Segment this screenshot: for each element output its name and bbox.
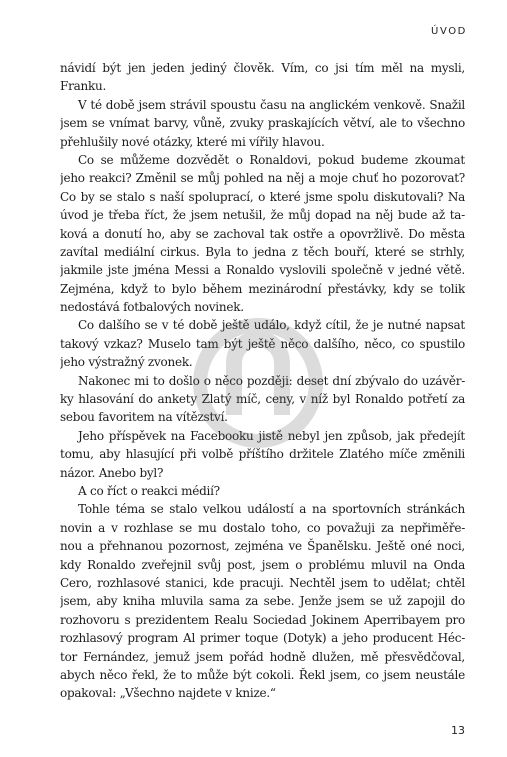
text-line: takový vzkaz? Muselo tam být ještě něco dalšího, něco, co spustilo — [60, 336, 465, 351]
text-line: názor. Anebo byl? — [60, 465, 164, 480]
text-line: opakoval: „Všechno najdete v knize.“ — [60, 686, 276, 701]
body-text — [60, 59, 465, 703]
text-line: Jeho příspěvek na Facebooku jistě nebyl jen způsob, jak předejít — [78, 428, 465, 443]
text-line: A co říct o reakci médií? — [78, 483, 220, 498]
running-head: ÚVOD — [431, 26, 467, 37]
text-line: Co by se stalo s naší spoluprací, o které jsme spolu diskutovali? Na — [60, 189, 465, 204]
text-line: Zejména, když to bylo během mezinárodní přestávky, kdy se tolik — [60, 281, 465, 296]
text-line: abych něco řekl, že to může být cokoli. Řekl jsem, co jsem neustále — [60, 667, 465, 682]
text-line: Co dalšího se v té době ještě událo, když cítil, že je nutné napsat — [78, 318, 465, 333]
text-line: ky hlasování do ankety Zlatý míč, ceny, v níž byl Ronaldo potřetí za — [60, 392, 465, 407]
text-line: jsem, aby kniha mluvila sama za sebe. Jenže jsem se už zapojil do — [60, 594, 465, 609]
page-number: 13 — [451, 724, 465, 737]
text-line: sebou favoritem na vítězství. — [60, 410, 228, 425]
text-line: jeho reakci? Změnil se můj pohled na něj a moje chuť ho pozorovat? — [60, 171, 465, 186]
text-line: Cero, rozhlasové stanici, kde pracuji. Nechtěl jsem to udělat; chtěl — [60, 575, 465, 590]
text-line: jsem se vnímat barvy, vůně, zvuky praskajících větví, ale to všechno — [60, 116, 465, 131]
text-line: rozhovoru s prezidentem Realu Sociedad Jokinem Aperribayem pro — [60, 612, 465, 627]
text-line: zavítal mediální cirkus. Byla to jedna z těch bouří, které se strhly, — [60, 244, 465, 259]
text-line: Co se můžeme dozvědět o Ronaldovi, pokud budeme zkoumat — [78, 152, 465, 167]
text-line: ková a donutí ho, aby se zachoval tak ostře a opovržlivě. Do města — [60, 226, 465, 241]
text-line: návidí být jen jeden jediný člověk. Vím, co jsi tím měl na mysli, — [60, 61, 465, 75]
text-line: novin a v rozhlase se mu dostalo toho, co považuji za nepřiměře- — [60, 520, 465, 535]
text-line: nedostává fotbalových novinek. — [60, 300, 244, 315]
text-line: V té době jsem strávil spoustu času na anglickém venkově. Snažil — [78, 97, 465, 112]
text-line: Franku. — [60, 79, 107, 94]
text-line: Nakonec mi to došlo o něco později: deset dní zbývalo do uzávěr- — [78, 373, 465, 388]
text-line: tomu, aby hlasující při volbě příštího držitele Zlatého míče změnili — [60, 447, 465, 462]
text-line: jakmile jste jména Messi a Ronaldo vyslovili společně v jedné větě. — [60, 263, 465, 278]
text-line: jeho výstražný zvonek. — [60, 355, 193, 370]
text-line: Tohle téma se stalo velkou událostí a na sportovních stránkách — [78, 502, 465, 517]
text-line: nou a přehnanou pozornost, zejména ve Španělsku. Ještě oné noci, — [60, 539, 465, 554]
text-line: přehlušily nové otázky, které mi vířily hlavou. — [60, 134, 325, 149]
text-line: kdy Ronaldo zveřejnil svůj post, jsem o problému mluvil na Onda — [60, 557, 465, 572]
text-line: úvod je třeba říct, že jsem netušil, že můj dopad na něj bude až ta- — [60, 208, 465, 223]
text-line: tor Fernández, jemuž jsem pořád hodně dlužen, mě přesvědčoval, — [60, 649, 465, 664]
text-line: rozhlasový program Al primer toque (Dotyk) a jeho producent Héc- — [60, 631, 465, 646]
